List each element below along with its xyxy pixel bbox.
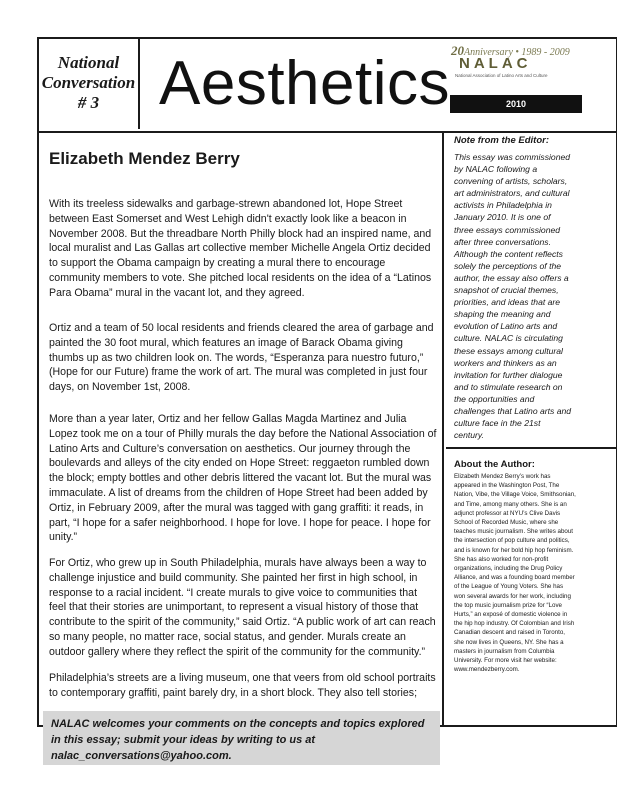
brand-subtitle: National Association of Latino Arts and Culture bbox=[455, 73, 548, 78]
page-title: Aesthetics bbox=[159, 49, 451, 118]
about-author-body: Elizabeth Mendez Berry’s work has appeared in the Washington Post, The Nation, Vibe, the Village Voice, Smithsonian, and Time, among many others. She is an adjunct professor at NYU’s Clive Davis School of Recorded Music, where she teaches music journalism. She writes about the intersection of pop culture and politics, and is known for her bold hip hop feminism. She has also worked for non-profit organizations, including the Drug Policy Alliance, and was a founding board member of the League of Young Voters. She has won several awards for her work, including the top music journalism prize for “Love Hurts,” an exposé of domestic violence in the hip hop industry. Of Colombian and Irish Canadian descent and raised in Toronto, she now lives in Queens, NY. She has a masters in journalism from Columbia University. For more visit her website: www.mendezberry.com. bbox=[454, 473, 576, 674]
brand-name: NALAC bbox=[459, 55, 532, 72]
page-frame bbox=[37, 37, 617, 762]
nalac-logo bbox=[447, 41, 607, 127]
article-paragraph-3: More than a year later, Ortiz and her fellow Gallas Magda Martinez and Julia Lopez took me on a tour of Philly murals the day before the National Association of Latino Arts and Culture’s conversation on aesthetics. Our journey through the boulevards and alleys of the city ended on Hope Street: reggaeton rumbled down the block; empty bottles and other debris littered the vacant lot. But the mural was immaculate. A list of dreams from the children of Hope Street had been added by Ortiz, in February 2009, after the mural was tagged with gang graffiti: it reads, in part, “I hope for a safer neighborhood. I hope for love. I hope for peace. I hope for unity.” bbox=[49, 413, 437, 544]
article-paragraph-5: Philadelphia’s streets are a living museum, one that veers from old school portraits to contemporary graffiti, paint barely dry, in a short block. They also tell stories; bbox=[49, 672, 436, 699]
article-paragraph-1: With its treeless sidewalks and garbage-strewn abandoned lot, Hope Street between East Somerset and West Lehigh didn't exactly look like a beacon in November 2008. But the threadbare North Philly block had an inspired name, and local muralist and Las Gallas art collective member Michelle Angela Ortiz decided to support the Obama campaign by creating a mural there to encourage community members to vote. She pitched local residents on the idea of a “Latinos Para Obama” mural in the vacant lot, and they agreed. bbox=[49, 198, 432, 299]
series-line-1: National bbox=[57, 53, 120, 72]
header bbox=[39, 39, 616, 133]
sidebar-divider bbox=[446, 447, 616, 449]
year-badge: 2010 bbox=[450, 95, 582, 113]
article-paragraph-2: Ortiz and a team of 50 local residents and friends cleared the area of garbage and painted the 30 foot mural, which features an image of Barack Obama giving thumbs up as two children look on. The words, “Esperanza para nuestro futuro,” (Hope for our Future) frame the work of art. The mural was completed in just four days, on November 1st, 2008. bbox=[49, 322, 434, 394]
article-column bbox=[39, 131, 444, 762]
about-author-heading: About the Author: bbox=[454, 459, 535, 470]
article-paragraph-4: For Ortiz, who grew up in South Philadelphia, murals have always been a way to challenge injustice and build community. She painted her first in high school, in response to a racial incident. “I create murals to give voice to communities that feel that their stories are unimportant, to represent a visual history of those that contribute to the spirit of the community,” said Ortiz. “A public work of art can reach so many people, no matter race, social status, and gender. Murals create an outdoor gallery where they reflect the spirit of the community for the community.” bbox=[49, 557, 436, 658]
comments-callout: NALAC welcomes your comments on the concepts and topics explored in this essay; submit your ideas by writing to us at nalac_conversations@yahoo.com. bbox=[43, 711, 440, 765]
sidebar bbox=[444, 131, 616, 725]
author-name: Elizabeth Mendez Berry bbox=[49, 149, 240, 168]
series-line-2: Conversation bbox=[41, 73, 136, 92]
series-label bbox=[39, 39, 140, 129]
editor-note-heading: Note from the Editor: bbox=[454, 135, 549, 146]
editor-note-body: This essay was commissioned by NALAC following a convening of artists, scholars, art administrators, and cultural activists in Philadelphia in January 2010. It is one of three essays commissioned after three conversations. Although the content reflects solely the perceptions of the author, the essay also offers a snapshot of crucial themes, priorities, and ideas that are shaping the meaning and evolution of Latino arts and culture. NALAC is circulating these essays among cultural workers and thinkers as an invitation for further dialogue and to stimulate research on the opportunities and challenges that Latino arts and culture face in the 21st century. bbox=[454, 152, 572, 441]
anniversary-text: Anniversary • 1989 - 2009 bbox=[464, 47, 570, 58]
series-line-3: # 3 bbox=[77, 93, 100, 112]
anniversary-number: 20 bbox=[451, 43, 464, 58]
